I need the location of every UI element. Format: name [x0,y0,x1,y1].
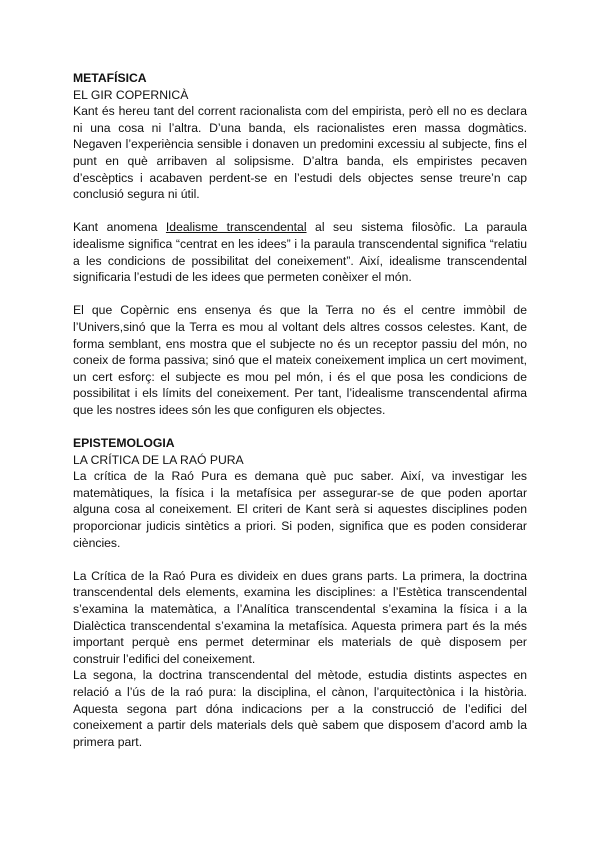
paragraph-text-start: Kant anomena [73,220,166,235]
section-heading-metafisica: METAFÍSICA [73,71,147,85]
paragraph-text-end: al seu sistema filosòfic. La paraula idealisme significa “centrat en les idees” i la paraula transcendental significa “relatiu a les condicions de possibilitat del coneixement”. Així, idealisme transcendental significaria l’estudi de les idees que permeten conèixer el món. [73,220,527,285]
paragraph-critica-divideix: La Crítica de la Raó Pura es divideix en dues grans parts. La primera, la doctrina transcendental dels elements, examina les disciplines: a l’Estètica transcendental s’examina la matemàtica, a l’Analítica transcendental s’examina la física i a la Dialèctica transcendental s’examina la metafísica. Aquesta primera part és la més important perquè ens permet determinar els materials de què disposem per construir l’edifici del coneixement. [73,568,527,666]
section-subheading-critica-rao-pura: LA CRÍTICA DE LA RAÓ PURA [73,452,244,467]
paragraph-gap [73,203,527,220]
paragraph-gap [73,418,527,435]
paragraph-critica-demana: La crítica de la Raó Pura es demana què puc saber. Així, va investigar les matemàtiques, la física i la metafísica per assegurar-se de que poden aportar alguna cosa al coneixement. El criteri de Kant serà si aquestes disciplines poden proporcionar judicis sintètics a priori. Si poden, significa que es poden considerar ciències. [73,469,527,550]
paragraph-copernic: El que Copèrnic ens ensenya és que la Terra no és el centre immòbil de l’Univers,sinó que la Terra es mou al voltant dels altres cossos celestes. Kant, de forma semblant, ens mostra que el subjecte no és un receptor passiu del món, no coneix de forma passiva; sinó que el mateix coneixement implica un cert moviment, un cert esforç: el subjecte es mou pel món, i és el que posa les condicions de possibilitat i els límits del coneixement. Per tant, l’idealisme transcendental afirma que les nostres idees són les que configuren els objectes. [73,303,527,417]
paragraph-gap [73,551,527,568]
paragraph-kant-hereu: Kant és hereu tant del corrent racionalista com del empirista, però ell no es declara ni una cosa ni l’altra. D’una banda, els racionalistes eren massa dogmàtics. Negaven l’experiència sensible i donaven un predomini excessiu al subjecte, fins el punt en què arribaven al solipsisme. D’altra banda, els empiristes pecaven d’escèptics i acabaven perdent-se en l’estudi dels objectes sense treure’n cap conclusió segura ni útil. [73,104,527,202]
document-page [73,70,527,750]
paragraph-idealisme-transcendental [73,219,527,285]
idealisme-transcendental-link[interactable]: Idealisme transcendental [165,220,307,235]
paragraph-segona-doctrina: La segona, la doctrina transcendental del mètode, estudia distints aspectes en relació a l’ús de la raó pura: la disciplina, el cànon, l’arquitectònica i la història. Aquesta segona part dóna indicacions per a la construcció de l’edifici del coneixement a partir dels materials dels què sabem que disposem d’acord amb la primera part. [73,668,527,749]
section-subheading-gir-copernica: EL GIR COPERNICÀ [73,87,189,102]
section-heading-epistemologia: EPISTEMOLOGIA [73,436,175,451]
paragraph-gap [73,286,527,303]
